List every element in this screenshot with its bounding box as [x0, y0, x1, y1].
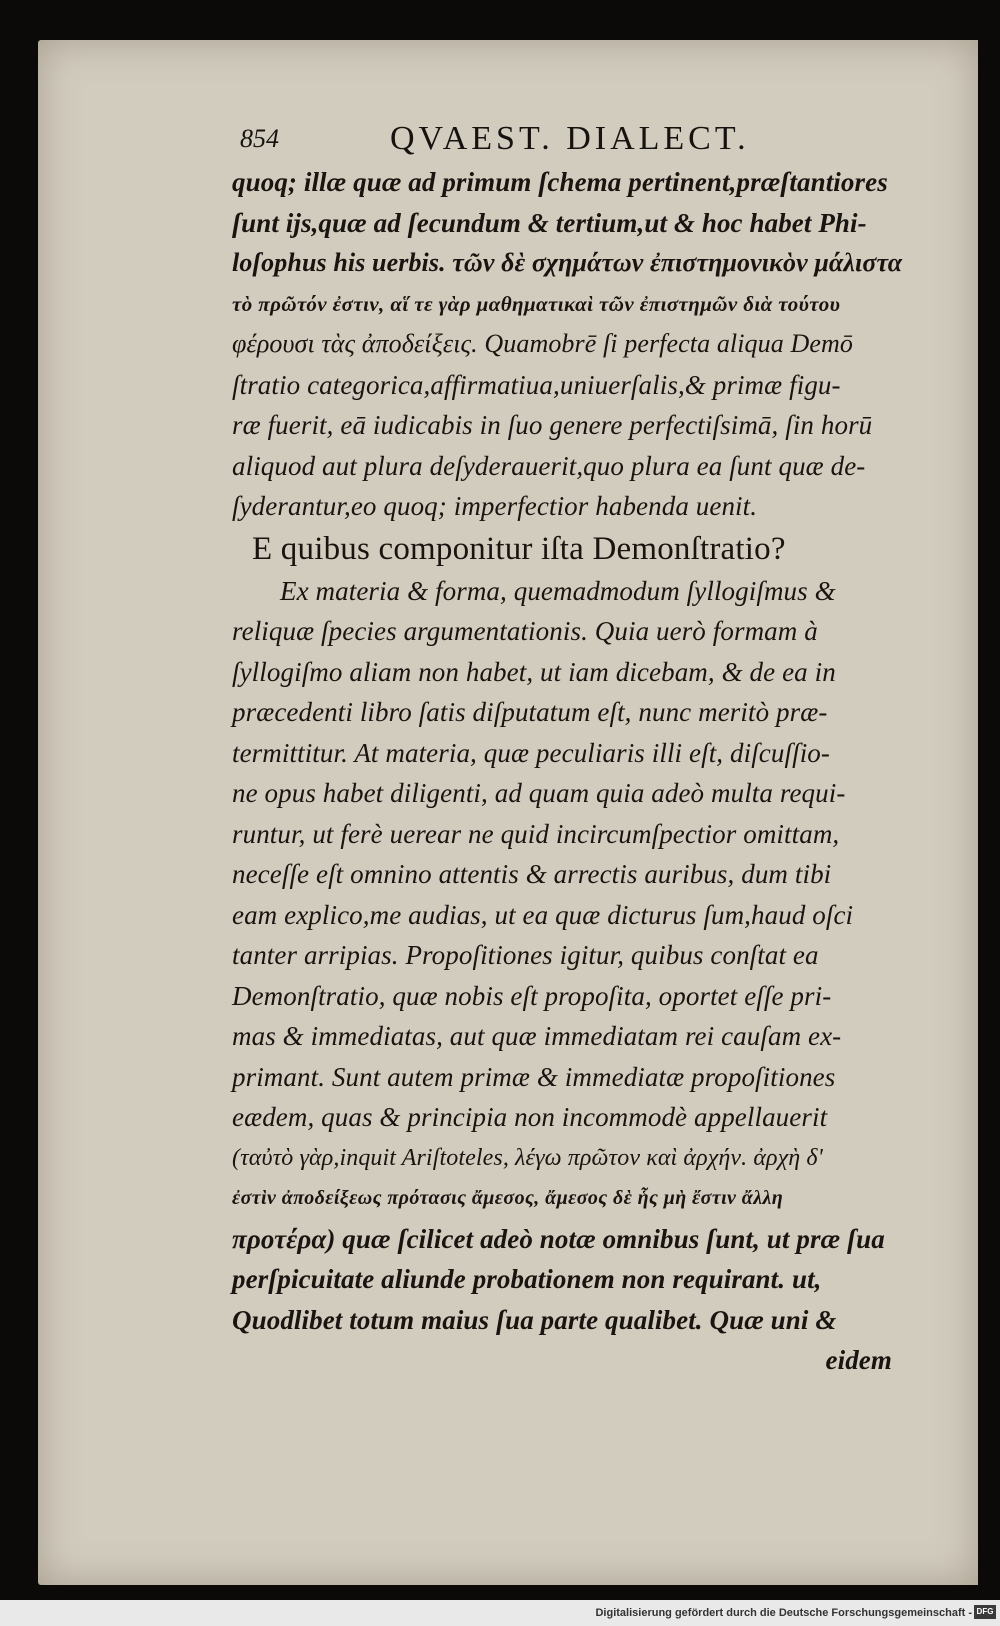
text-block	[232, 162, 912, 1381]
text-line: quoq; illæ quæ ad primum ſchema pertinent,præſtantiores	[232, 167, 888, 197]
text-line: tanter arripias. Propoſitiones igitur, quibus conſtat ea	[232, 940, 819, 970]
question-heading: E quibus componitur iſta Demonſtratio?	[252, 530, 786, 567]
text-line: mas & immediatas, aut quæ immediatam rei cauſam ex-	[232, 1021, 842, 1051]
text-line: neceſſe eſt omnino attentis & arrectis auribus, dum tibi	[232, 859, 832, 889]
text-line: eædem, quas & principia non incommodè appellauerit	[232, 1102, 828, 1132]
digitization-credit: Digitalisierung gefördert durch die Deutsche Forschungsgemeinschaft -	[595, 1607, 972, 1619]
text-line: perſpicuitate aliunde probationem non requirant. ut,	[232, 1264, 822, 1294]
greek-text-line: ἐστὶν ἀποδείξεως πρότασις ἄμεσος, ἄμεσος δὲ ἧς μὴ ἔστιν ἄλλη	[232, 1187, 784, 1209]
text-line: aliquod aut plura deſyderauerit,quo plura ea ſunt quæ de-	[232, 450, 866, 481]
text-line: ſunt ijs,quæ ad ſecundum & tertium,ut & hoc habet Phi-	[232, 207, 867, 238]
text-line: eam explico,me audias, ut ea quæ dicturus ſum,haud oſci	[232, 899, 854, 930]
dfg-logo: DFG	[974, 1605, 996, 1619]
greek-text-line: τὸ πρῶτόν ἐστιν, αἵ τε γὰρ μαθηματικαὶ τῶν ἐπιστημῶν διὰ τούτου	[232, 291, 841, 316]
text-line: præcedenti libro ſatis diſputatum eſt, nunc meritò præ-	[232, 697, 828, 727]
text-line: runtur, ut ferè uerear ne quid incircumſpectior omittam,	[232, 818, 840, 849]
text-line: ne opus habet diligenti, ad quam quia adeò multa requi-	[232, 778, 846, 808]
text-line: φέρουσι τὰς ἀποδείξεις. Quamobrē ſi perfecta aliqua Demō	[232, 329, 853, 358]
text-line: (ταὐτὸ γὰρ,inquit Ariſtoteles, λέγω πρῶτον καὶ ἀρχήν. ἀρχὴ δ'	[232, 1144, 823, 1171]
text-line: ſyllogiſmo aliam non habet, ut iam dicebam, & de ea in	[232, 656, 836, 687]
text-line: Quodlibet totum maius ſua parte qualibet. Quæ uni &	[232, 1304, 837, 1335]
text-line: primant. Sunt autem primæ & immediatæ propoſitiones	[232, 1061, 836, 1092]
running-head	[240, 120, 820, 160]
catchword: eidem	[825, 1345, 892, 1375]
text-line: ſyderantur,eo quoq; imperfectior habenda uenit.	[232, 491, 758, 521]
text-line: Demonſtratio, quæ nobis eſt propoſita, oportet eſſe pri-	[232, 980, 832, 1011]
text-line: ræ fuerit, eā iudicabis in ſuo genere perfectiſsimā, ſin horū	[232, 410, 873, 440]
text-line: reliquæ ſpecies argumentationis. Quia uerò formam à	[232, 616, 818, 646]
text-line: προτέρα) quæ ſcilicet adeò notæ omnibus ſunt, ut præ ſua	[232, 1223, 885, 1254]
text-line: termittitur. At materia, quæ peculiaris illi eſt, diſcuſſio-	[232, 737, 830, 768]
text-line: Ex materia & forma, quemadmodum ſyllogiſmus &	[280, 575, 836, 606]
page-number: 854	[240, 124, 279, 153]
running-title: QVAEST. DIALECT.	[390, 120, 750, 157]
text-line: ſtratio categorica,affirmatiua,uniuerſalis,& primæ figu-	[232, 369, 841, 400]
text-line: loſophus his uerbis. τῶν δὲ σχημάτων ἐπιστημονικὸν μάλιστα	[232, 248, 903, 277]
